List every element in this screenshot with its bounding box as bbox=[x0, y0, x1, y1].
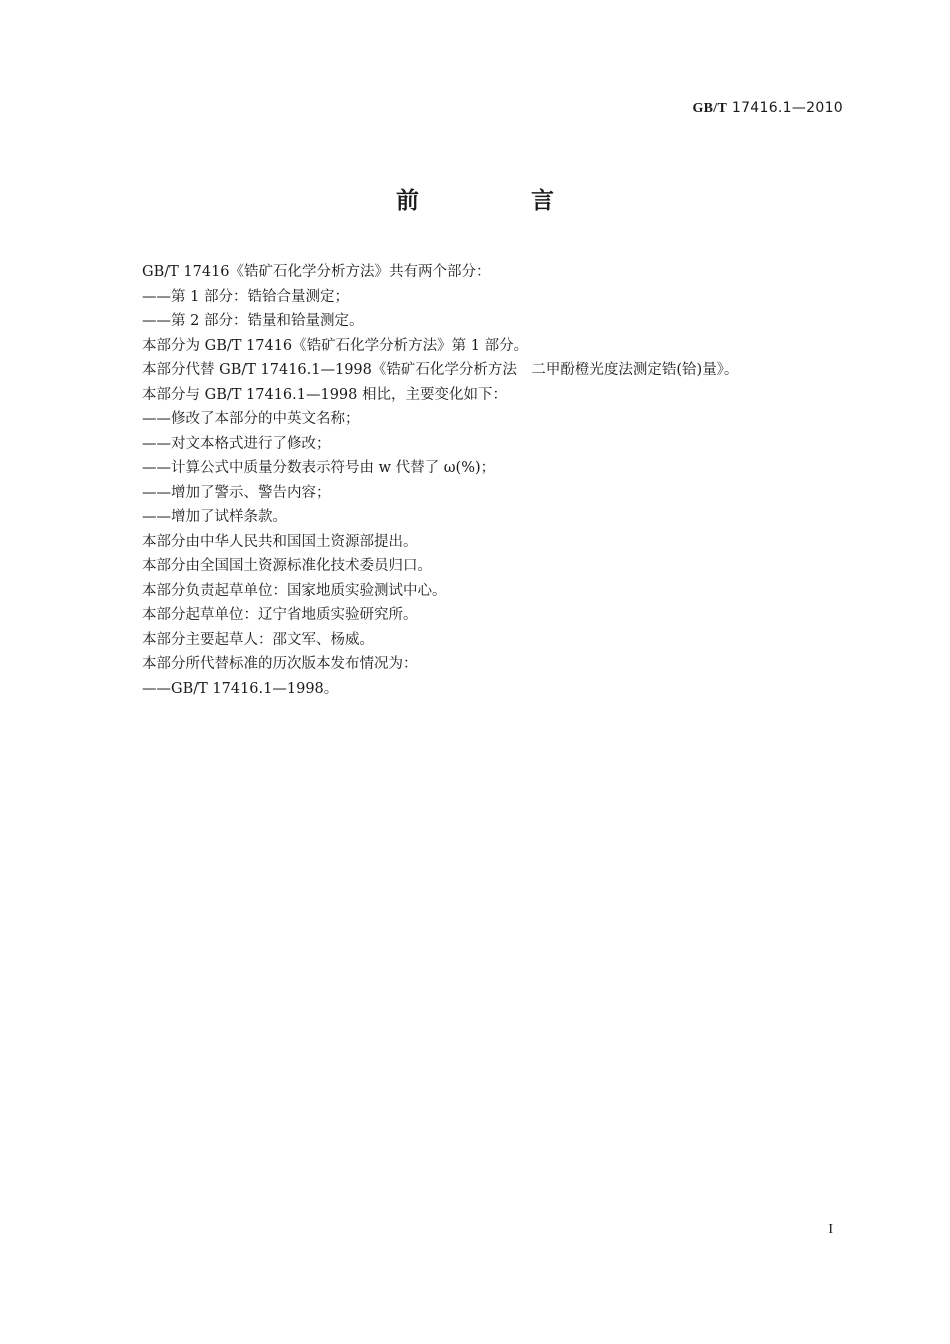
text-line: ——GB/T 17416.1—1998。 bbox=[142, 680, 339, 697]
page-number: I bbox=[828, 1222, 833, 1237]
text-line: 本部分由全国国土资源标准化技术委员归口。 bbox=[142, 558, 432, 574]
standard-number bbox=[692, 100, 843, 117]
text-line: 本部分起草单位：辽宁省地质实验研究所。 bbox=[142, 607, 418, 623]
standard-number-value: 17416.1—2010 bbox=[731, 100, 843, 116]
text-line: 本部分与 GB/T 17416.1—1998 相比，主要变化如下： bbox=[142, 386, 507, 403]
foreword-body bbox=[142, 260, 842, 701]
text-line: GB/T 17416《锆矿石化学分析方法》共有两个部分： bbox=[142, 264, 491, 280]
standard-code: GB/T bbox=[692, 101, 728, 116]
text-line: 本部分为 GB/T 17416《锆矿石化学分析方法》第 1 部分。 bbox=[142, 337, 529, 354]
text-line: ——第 2 部分：锆量和铪量测定。 bbox=[142, 313, 364, 329]
text-line: ——增加了试样条款。 bbox=[142, 509, 287, 525]
text-line: 本部分负责起草单位：国家地质实验测试中心。 bbox=[142, 582, 447, 599]
text-line: ——计算公式中质量分数表示符号由 w 代替了 ω(%)； bbox=[142, 460, 496, 476]
text-line: 本部分主要起草人：邵文军、杨威。 bbox=[142, 631, 374, 648]
text-line: ——第 1 部分：锆铪合量测定； bbox=[142, 288, 349, 305]
text-line: 本部分代替 GB/T 17416.1—1998《锆矿石化学分析方法 二甲酚橙光度法测定锆(铪)量》。 bbox=[142, 362, 739, 378]
text-line: ——对文本格式进行了修改； bbox=[142, 435, 331, 452]
text-line: ——修改了本部分的中英文名称； bbox=[142, 411, 360, 427]
text-line: 本部分所代替标准的历次版本发布情况为： bbox=[142, 656, 418, 672]
text-line: ——增加了警示、警告内容； bbox=[142, 484, 331, 501]
page-title: 前 言 bbox=[395, 188, 606, 214]
text-line: 本部分由中华人民共和国国土资源部提出。 bbox=[142, 533, 418, 550]
